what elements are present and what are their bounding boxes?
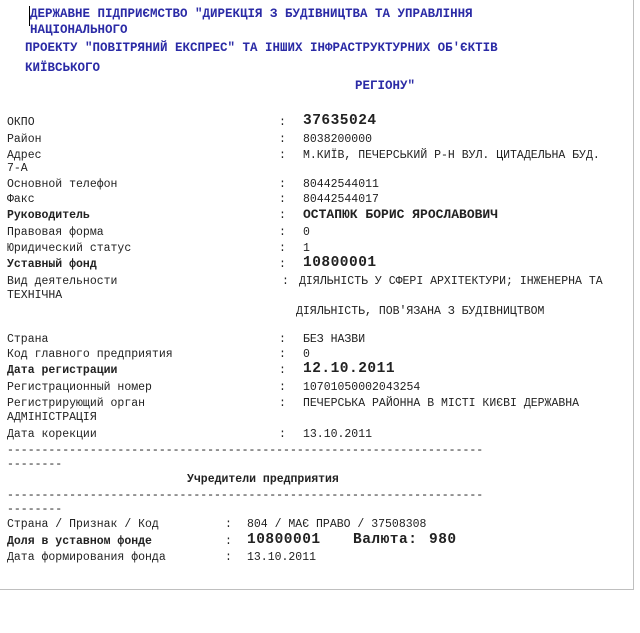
founder-share-value: 10800001 (247, 532, 321, 548)
colon: : (225, 535, 232, 548)
correction-date-label: Дата корекции (7, 428, 97, 441)
colon: : (279, 381, 286, 394)
okpo-label: ОКПО (7, 116, 35, 129)
reg-date-row (7, 361, 627, 382)
phone-value: 80442544011 (303, 178, 379, 191)
activity-label: Вид деятельности (7, 275, 118, 288)
activity-row (7, 275, 633, 289)
colon: : (282, 275, 289, 288)
fax-label: Факс (7, 193, 35, 206)
legal-status-label: Юридический статус (7, 242, 132, 255)
separator-line: --------------------------------------------------------------------- (7, 489, 484, 502)
head-label: Руководитель (7, 209, 90, 222)
founder-country-label: Страна / Признак / Код (7, 518, 159, 531)
founder-country-row (7, 518, 627, 532)
colon: : (279, 193, 286, 206)
legal-form-label: Правовая форма (7, 226, 104, 239)
colon: : (225, 518, 232, 531)
currency-value: 980 (429, 532, 457, 548)
address-row (7, 149, 632, 163)
address-value: М.КИЇВ, ПЕЧЕРСЬКИЙ Р-Н ВУЛ. ЦИТАДЕЛЬНА БУД. (303, 149, 600, 162)
legal-form-row (7, 226, 627, 240)
parent-code-label: Код главного предприятия (7, 348, 173, 361)
rayon-row (7, 133, 627, 147)
company-name-line-5: РЕГІОНУ" (355, 79, 416, 93)
colon: : (279, 333, 286, 346)
colon: : (279, 133, 286, 146)
colon: : (279, 258, 286, 271)
country-label: Страна (7, 333, 49, 346)
reg-date-value: 12.10.2011 (303, 361, 396, 377)
separator-line: --------------------------------------------------------------------- (7, 444, 484, 457)
legal-status-row (7, 242, 627, 256)
head-value: ОСТАПЮК БОРИС ЯРОСЛАВОВИЧ (303, 207, 499, 222)
country-row (7, 333, 627, 347)
reg-authority-label: Регистрирующий орган (7, 397, 146, 410)
country-value: БЕЗ НАЗВИ (303, 333, 366, 346)
rayon-label: Район (7, 133, 42, 146)
colon: : (279, 364, 286, 377)
phone-label: Основной телефон (7, 178, 118, 191)
correction-date-value: 13.10.2011 (303, 428, 373, 441)
okpo-value: 37635024 (303, 113, 377, 129)
separator-line-short: -------- (7, 458, 63, 471)
fund-date-row (7, 551, 627, 565)
charter-fund-label: Уставный фонд (7, 258, 97, 271)
fax-row (7, 193, 627, 207)
charter-fund-value: 10800001 (303, 255, 377, 271)
activity-value-cont-2: ДІЯЛЬНІСТЬ, ПОВ'ЯЗАНА З БУДІВНИЦТВОМ (296, 305, 545, 318)
founder-share-label: Доля в уставном фонде (7, 535, 152, 548)
rayon-value: 8038200000 (303, 133, 373, 146)
separator-line-short: -------- (7, 503, 63, 516)
reg-number-label: Регистрационный номер (7, 381, 152, 394)
company-name-line-2: НАЦІОНАЛЬНОГО (30, 23, 128, 37)
parent-code-value: 0 (303, 348, 310, 361)
colon: : (279, 226, 286, 239)
colon: : (225, 551, 232, 564)
address-label: Адрес (7, 149, 42, 162)
correction-date-row (7, 428, 627, 442)
company-name-line-3: ПРОЕКТУ "ПОВІТРЯНИЙ ЕКСПРЕС" ТА ІНШИХ ІНФРАСТРУКТУРНИХ ОБ'ЄКТІВ (25, 41, 498, 55)
phone-row (7, 178, 627, 192)
colon: : (279, 116, 286, 129)
reg-authority-value: ПЕЧЕРСЬКА РАЙОННА В МІСТІ КИЄВІ ДЕРЖАВНА (303, 397, 580, 410)
activity-value: ДІЯЛЬНІСТЬ У СФЕРІ АРХІТЕКТУРИ; ІНЖЕНЕРНА ТА (299, 275, 603, 288)
colon: : (279, 397, 286, 410)
head-row (7, 209, 627, 225)
currency-label: Валюта: (353, 532, 418, 548)
founder-country-value: 804 / МАЄ ПРАВО / 37508308 (247, 518, 427, 531)
parent-code-row (7, 348, 627, 362)
reg-date-label: Дата регистрации (7, 364, 118, 377)
company-name-line-1: ДЕРЖАВНЕ ПІДПРИЄМСТВО "ДИРЕКЦІЯ З БУДІВНИЦТВА ТА УПРАВЛІННЯ (30, 7, 473, 21)
fund-date-label: Дата формирования фонда (7, 551, 166, 564)
colon: : (279, 149, 286, 162)
colon: : (279, 242, 286, 255)
reg-number-row (7, 381, 627, 395)
reg-number-value: 10701050002043254 (303, 381, 421, 394)
reg-authority-value-cont: АДМІНІСТРАЦІЯ (7, 411, 97, 424)
colon: : (279, 209, 286, 222)
colon: : (279, 178, 286, 191)
colon: : (279, 428, 286, 441)
reg-authority-row (7, 397, 632, 411)
colon: : (279, 348, 286, 361)
charter-fund-row (7, 255, 627, 276)
company-name-line-4: КИЇВСЬКОГО (25, 61, 101, 75)
legal-form-value: 0 (303, 226, 310, 239)
legal-status-value: 1 (303, 242, 310, 255)
fund-date-value: 13.10.2011 (247, 551, 317, 564)
activity-value-cont: ТЕХНІЧНА (7, 289, 63, 302)
okpo-row (7, 113, 627, 134)
founders-title: Учредители предприятия (187, 473, 339, 486)
address-value-cont: 7-А (7, 162, 28, 175)
fax-value: 80442544017 (303, 193, 379, 206)
